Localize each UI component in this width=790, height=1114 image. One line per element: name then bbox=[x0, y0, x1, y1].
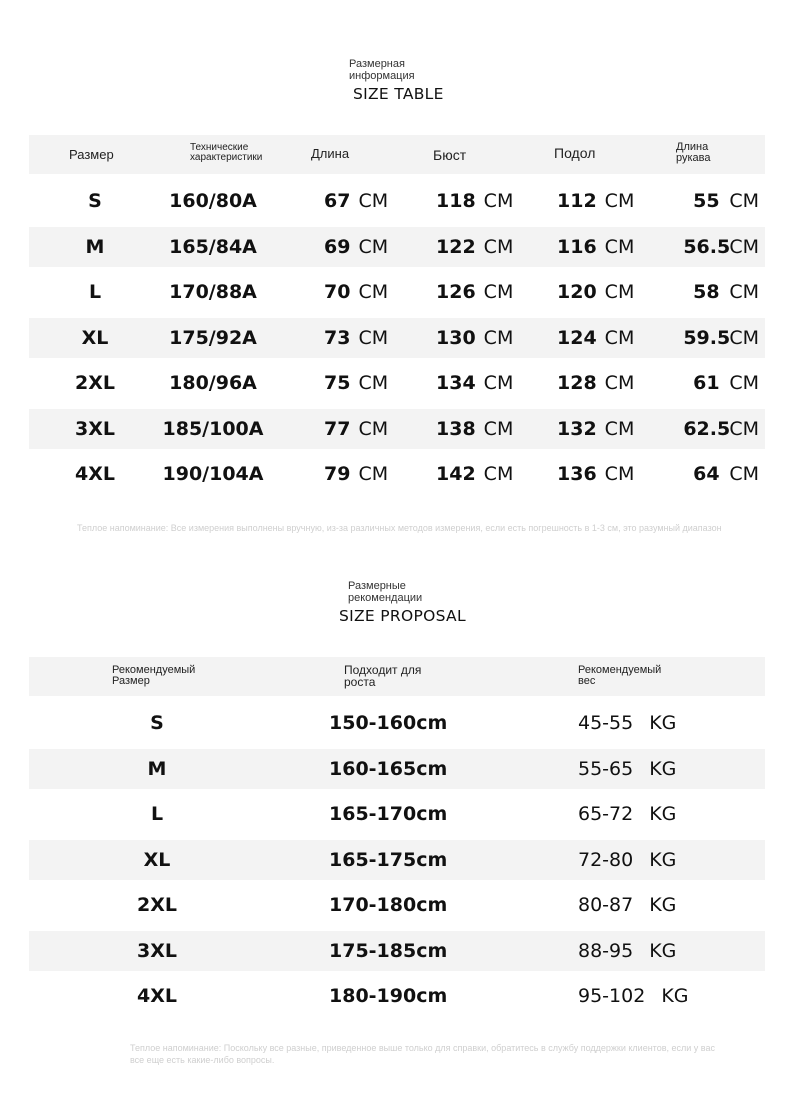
length-value: 79 bbox=[324, 463, 351, 485]
sleeve-unit: CM bbox=[729, 463, 759, 485]
length-unit: CM bbox=[358, 463, 389, 485]
cell-size: M bbox=[85, 235, 105, 258]
length-unit: CM bbox=[358, 417, 389, 440]
length-value: 70 bbox=[324, 281, 351, 303]
hem-value: 136 bbox=[557, 463, 597, 485]
size-table-header bbox=[29, 135, 765, 174]
sleeve-unit: CM bbox=[729, 235, 759, 258]
cell-spec: 160/80A bbox=[169, 190, 257, 212]
bust-unit: CM bbox=[483, 281, 514, 303]
sleeve-value: 55 bbox=[693, 190, 720, 212]
cell-size: 2XL bbox=[75, 372, 115, 394]
cell-recommended-size: 4XL bbox=[137, 985, 177, 1007]
bust-unit: CM bbox=[483, 372, 514, 394]
bust-unit: CM bbox=[483, 463, 514, 485]
cell-recommended-size: M bbox=[147, 757, 167, 780]
header-height: Подходит для роста bbox=[344, 663, 422, 689]
cell-sleeve bbox=[675, 409, 759, 449]
cell-sleeve bbox=[675, 363, 759, 403]
cell-spec: 180/96A bbox=[169, 372, 257, 394]
cell-size: XL bbox=[81, 326, 109, 349]
cell-sleeve bbox=[675, 227, 759, 267]
sleeve-value: 62.5 bbox=[683, 417, 731, 440]
cell-recommended-size: L bbox=[150, 803, 164, 825]
bust-unit: CM bbox=[483, 190, 514, 212]
sleeve-value: 59.5 bbox=[683, 326, 731, 349]
hem-value: 112 bbox=[557, 190, 597, 212]
hem-unit: CM bbox=[604, 281, 635, 303]
header-recommended-size: Рекомендуемый Размер bbox=[112, 664, 196, 687]
cell-height: 175-185cm bbox=[329, 939, 448, 962]
bust-unit: CM bbox=[483, 417, 514, 440]
weight-unit: KG bbox=[649, 803, 677, 825]
cell-recommended-size: S bbox=[150, 712, 164, 734]
length-value: 69 bbox=[324, 235, 351, 258]
size-table-row bbox=[29, 227, 765, 267]
sleeve-unit: CM bbox=[729, 326, 759, 349]
cell-weight bbox=[578, 794, 676, 834]
sleeve-value: 64 bbox=[693, 463, 720, 485]
header-hem: Подол bbox=[554, 145, 596, 161]
cell-bust bbox=[436, 272, 513, 312]
hem-value: 132 bbox=[557, 417, 597, 440]
hem-unit: CM bbox=[604, 235, 635, 258]
weight-value: 55-65 bbox=[578, 757, 634, 780]
cell-height: 160-165cm bbox=[329, 757, 448, 780]
size-proposal-row bbox=[29, 885, 765, 925]
cell-length bbox=[324, 454, 388, 494]
cell-length bbox=[324, 181, 388, 221]
bust-value: 122 bbox=[436, 235, 476, 258]
weight-unit: KG bbox=[649, 848, 677, 871]
cell-hem bbox=[557, 454, 634, 494]
length-unit: CM bbox=[358, 235, 389, 258]
cell-hem bbox=[557, 318, 634, 358]
hem-unit: CM bbox=[604, 190, 635, 212]
size-proposal-title-ru: Размерные рекомендации bbox=[348, 580, 423, 604]
cell-sleeve bbox=[675, 454, 759, 494]
cell-spec: 170/88A bbox=[169, 281, 257, 303]
size-proposal-note: Теплое напоминание: Поскольку все разные, приведенное выше только для справки, обратитесь в службу поддержки клиентов, если у вас все еще есть какие-либо вопросы. bbox=[130, 1043, 715, 1065]
cell-spec: 185/100A bbox=[162, 417, 264, 440]
header-weight: Рекомендуемый вес bbox=[578, 664, 662, 687]
cell-recommended-size: 2XL bbox=[137, 894, 177, 916]
cell-hem bbox=[557, 409, 634, 449]
bust-unit: CM bbox=[483, 235, 514, 258]
weight-value: 72-80 bbox=[578, 848, 634, 871]
hem-value: 124 bbox=[557, 326, 597, 349]
sleeve-unit: CM bbox=[729, 190, 759, 212]
cell-weight bbox=[578, 840, 676, 880]
cell-length bbox=[324, 409, 388, 449]
bust-value: 130 bbox=[436, 326, 476, 349]
cell-length bbox=[324, 318, 388, 358]
size-proposal-row bbox=[29, 703, 765, 743]
cell-sleeve bbox=[675, 272, 759, 312]
cell-weight bbox=[578, 749, 676, 789]
length-value: 67 bbox=[324, 190, 351, 212]
length-unit: CM bbox=[358, 372, 389, 394]
size-table-row bbox=[29, 272, 765, 312]
cell-height: 150-160cm bbox=[329, 712, 448, 734]
cell-length bbox=[324, 272, 388, 312]
header-length: Длина bbox=[311, 146, 350, 161]
bust-value: 134 bbox=[436, 372, 476, 394]
hem-value: 120 bbox=[557, 281, 597, 303]
cell-length bbox=[324, 363, 388, 403]
cell-size: L bbox=[88, 281, 102, 303]
length-value: 75 bbox=[324, 372, 351, 394]
cell-weight bbox=[578, 703, 676, 743]
sleeve-value: 58 bbox=[693, 281, 720, 303]
size-table-row bbox=[29, 363, 765, 403]
weight-unit: KG bbox=[649, 894, 677, 916]
size-table-row bbox=[29, 409, 765, 449]
cell-hem bbox=[557, 363, 634, 403]
length-value: 73 bbox=[324, 326, 351, 349]
cell-bust bbox=[436, 409, 513, 449]
length-value: 77 bbox=[324, 417, 351, 440]
bust-value: 142 bbox=[436, 463, 476, 485]
weight-value: 80-87 bbox=[578, 894, 634, 916]
hem-value: 116 bbox=[557, 235, 597, 258]
bust-value: 126 bbox=[436, 281, 476, 303]
cell-recommended-size: XL bbox=[143, 848, 171, 871]
header-sleeve: Длина рукава bbox=[676, 141, 711, 164]
bust-value: 118 bbox=[436, 190, 476, 212]
cell-weight bbox=[578, 885, 676, 925]
cell-size: S bbox=[88, 190, 102, 212]
cell-hem bbox=[557, 227, 634, 267]
cell-sleeve bbox=[675, 318, 759, 358]
size-table-row bbox=[29, 454, 765, 494]
weight-unit: KG bbox=[649, 757, 677, 780]
sleeve-unit: CM bbox=[729, 372, 759, 394]
size-proposal-row bbox=[29, 931, 765, 971]
hem-value: 128 bbox=[557, 372, 597, 394]
cell-height: 165-175cm bbox=[329, 848, 448, 871]
size-proposal-row bbox=[29, 976, 765, 1016]
hem-unit: CM bbox=[604, 417, 635, 440]
cell-recommended-size: 3XL bbox=[137, 939, 177, 962]
weight-value: 95-102 bbox=[578, 985, 646, 1007]
weight-value: 88-95 bbox=[578, 939, 634, 962]
bust-unit: CM bbox=[483, 326, 514, 349]
cell-weight bbox=[578, 976, 689, 1016]
size-proposal-row bbox=[29, 840, 765, 880]
sleeve-unit: CM bbox=[729, 417, 759, 440]
weight-unit: KG bbox=[649, 939, 677, 962]
size-table-note: Теплое напоминание: Все измерения выполнены вручную, из-за различных методов измерения, если есть погрешность в 1-3 см, это разумный диапазон bbox=[77, 523, 722, 533]
weight-unit: KG bbox=[661, 985, 689, 1007]
size-proposal-row bbox=[29, 794, 765, 834]
weight-value: 65-72 bbox=[578, 803, 634, 825]
cell-spec: 165/84A bbox=[169, 235, 257, 258]
header-spec: Технические характеристики bbox=[190, 142, 263, 163]
header-size: Размер bbox=[69, 147, 114, 162]
cell-weight bbox=[578, 931, 676, 971]
cell-spec: 175/92A bbox=[169, 326, 257, 349]
size-table-row bbox=[29, 318, 765, 358]
cell-sleeve bbox=[675, 181, 759, 221]
cell-height: 180-190cm bbox=[329, 985, 448, 1007]
sleeve-unit: CM bbox=[729, 281, 759, 303]
size-table-title: SIZE TABLE bbox=[353, 85, 444, 103]
cell-spec: 190/104A bbox=[162, 463, 264, 485]
size-proposal-row bbox=[29, 749, 765, 789]
length-unit: CM bbox=[358, 281, 389, 303]
length-unit: CM bbox=[358, 190, 389, 212]
header-bust: Бюст bbox=[433, 147, 467, 163]
cell-bust bbox=[436, 363, 513, 403]
weight-unit: KG bbox=[649, 712, 677, 734]
cell-length bbox=[324, 227, 388, 267]
cell-bust bbox=[436, 227, 513, 267]
cell-height: 170-180cm bbox=[329, 894, 448, 916]
cell-size: 3XL bbox=[75, 417, 115, 440]
cell-bust bbox=[436, 454, 513, 494]
hem-unit: CM bbox=[604, 326, 635, 349]
hem-unit: CM bbox=[604, 463, 635, 485]
cell-hem bbox=[557, 181, 634, 221]
size-table-row bbox=[29, 181, 765, 221]
sleeve-value: 61 bbox=[693, 372, 720, 394]
size-proposal-title: SIZE PROPOSAL bbox=[339, 607, 466, 625]
cell-height: 165-170cm bbox=[329, 803, 448, 825]
cell-hem bbox=[557, 272, 634, 312]
cell-bust bbox=[436, 318, 513, 358]
cell-size: 4XL bbox=[75, 463, 115, 485]
cell-bust bbox=[436, 181, 513, 221]
sleeve-value: 56.5 bbox=[683, 235, 731, 258]
length-unit: CM bbox=[358, 326, 389, 349]
weight-value: 45-55 bbox=[578, 712, 634, 734]
bust-value: 138 bbox=[436, 417, 476, 440]
size-table-title-ru: Размерная информация bbox=[349, 58, 415, 82]
hem-unit: CM bbox=[604, 372, 635, 394]
